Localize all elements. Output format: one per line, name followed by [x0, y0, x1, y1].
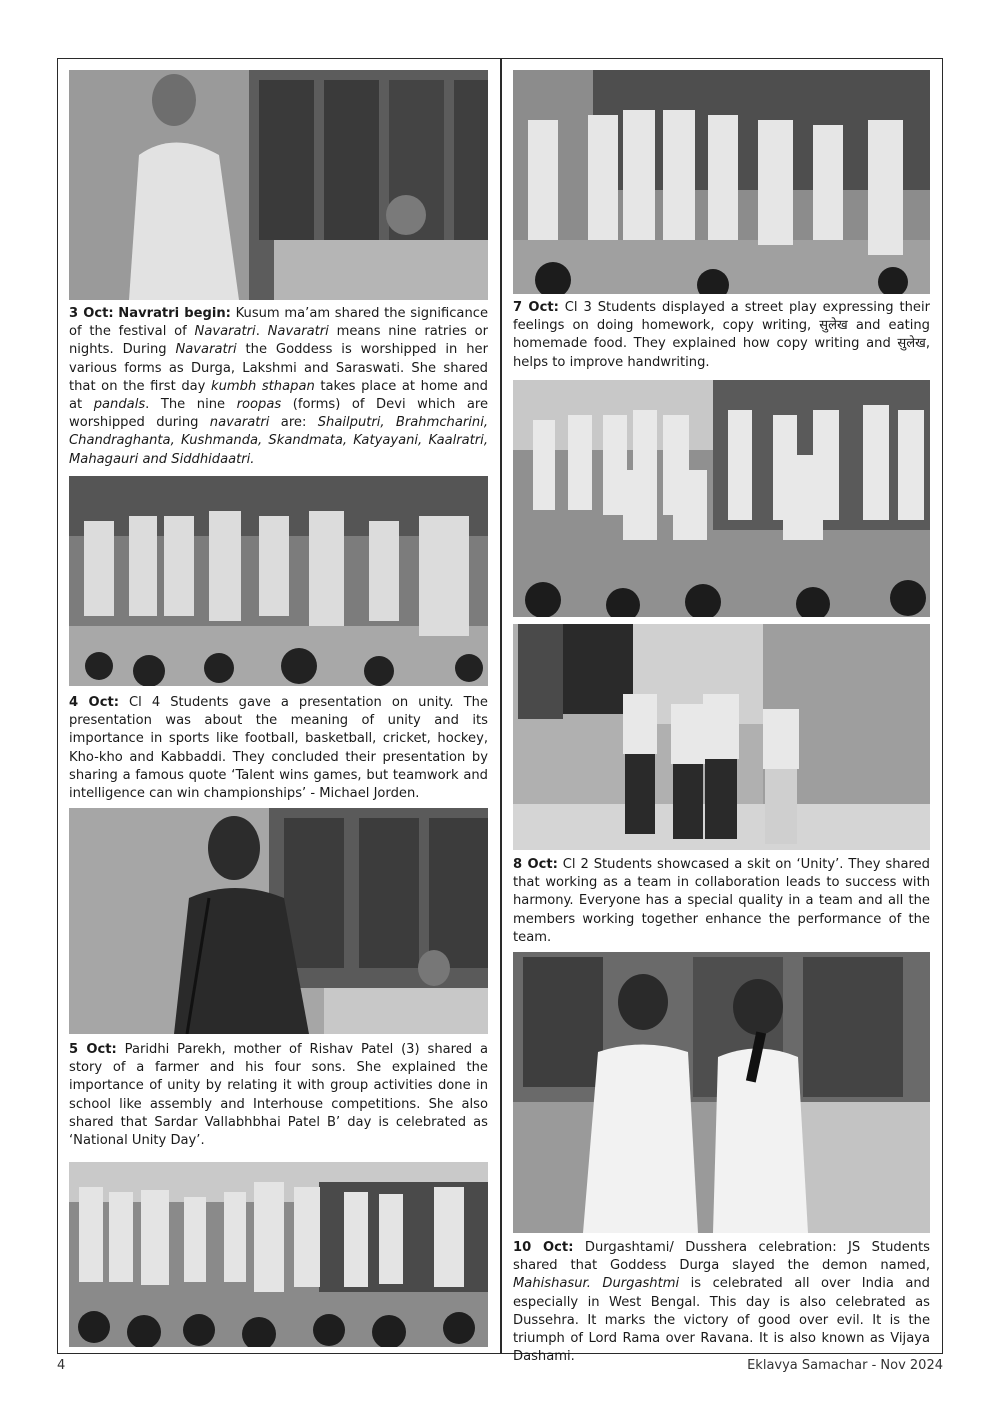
photo-paridhi-parekh-speaking	[69, 808, 488, 1034]
caption-body	[513, 1240, 930, 1364]
caption-date: 3 Oct:	[69, 306, 114, 321]
caption-text	[591, 1276, 603, 1291]
caption-text: Durgashtami/ Dusshera celebration: JS Students shared that Goddess Durga slayed the demon named,	[513, 1240, 930, 1274]
publication-footer: Eklavya Samachar - Nov 2024	[747, 1358, 943, 1373]
caption-italic-text: Durgashtmi	[602, 1276, 680, 1292]
caption-italic-text: roopas	[236, 397, 282, 413]
caption-body	[69, 695, 488, 801]
caption-body	[513, 857, 930, 945]
caption-date: 7 Oct:	[513, 300, 559, 315]
caption-text: takes place at home and at	[69, 378, 488, 413]
caption-italic-text: Navaratri	[175, 342, 237, 358]
caption-italic-text: Navaratri	[194, 324, 256, 340]
photo-class2-unity-skit	[513, 624, 930, 850]
photo-class3-street-play	[513, 70, 930, 294]
caption-text: Cl 2 Students showcased a skit on ‘Unity’. They shared that working as a team in collaboration leads to success with harmony. Everyone has a special quality in a team and all the members working together enhance the performance of the team.	[513, 857, 930, 945]
caption-text: Kusum ma’am shared the significance of the festival of	[69, 306, 489, 340]
photo-class4-unity-presentation	[69, 476, 488, 686]
caption-text: .	[255, 324, 268, 340]
caption-4-oct	[69, 694, 488, 803]
caption-text: means nine ratries or nights. During	[69, 324, 488, 358]
caption-10-oct	[513, 1239, 930, 1366]
caption-italic-text: navaratri	[209, 415, 270, 431]
caption-italic-text: kumbh sthapan	[211, 378, 315, 394]
caption-date: 8 Oct:	[513, 857, 558, 872]
caption-body	[513, 300, 930, 370]
caption-text: Paridhi Parekh, mother of Rishav Patel (3) shared a story of a farmer and his four sons. She explained the importance of unity by relating it with group activities done in school like assembly and Interhouse competitions. She also shared that Sardar Vallabhbhai Patel B’ day is celebrated as ‘National Unity Day’.	[69, 1042, 489, 1149]
caption-date: 4 Oct:	[69, 695, 119, 710]
caption-body	[69, 306, 488, 467]
caption-italic-text: Navaratri	[267, 324, 329, 340]
column-divider	[500, 58, 502, 1354]
caption-body	[69, 1042, 488, 1148]
page-number: 4	[57, 1358, 66, 1373]
caption-heading: Navratri begin:	[118, 306, 231, 321]
caption-italic-text: Mahishasur.	[513, 1276, 591, 1292]
caption-date: 5 Oct:	[69, 1042, 117, 1057]
caption-text: (forms) of Devi which are worshipped during	[69, 397, 489, 431]
caption-text: Cl 4 Students gave a presentation on unity. The presentation was about the meaning of unity and its importance in sports like football, basketball, cricket, hockey, Kho-kho and Kabbaddi. They concluded their presentation by sharing a famous quote ‘Talent wins games, but teamwork and intelligence can win championships’ - Michael Jorden.	[69, 695, 488, 802]
photo-kusum-maam-speaking	[69, 70, 488, 300]
caption-text: . The nine	[145, 397, 237, 413]
caption-italic-text: Shailputri, Brahmcharini, Chandraghanta, Kushmanda, Skandmata, Katyayani, Kaalratri, Mahagauri and Siddhidaatri.	[69, 415, 488, 467]
caption-italic-text: pandals	[93, 397, 146, 413]
caption-7-oct	[513, 299, 930, 372]
caption-text: Cl 3 Students displayed a street play expressing their feelings on doing homework, copy writing, सुलेख and eating homemade food. They explained how copy writing and सुलेख, helps to improve handwriting.	[513, 300, 930, 370]
caption-3-oct	[69, 305, 488, 469]
caption-text: the Goddess is worshipped in her various forms as Durga, Lakshmi and Saraswati. She shared that on the first day	[69, 342, 488, 394]
caption-text: is celebrated all over India and especially in West Bengal. This day is also celebrated as Dussehra. It marks the victory of good over evil. It is the triumph of Lord Rama over Ravana. It is also known as Vijaya Dashami.	[513, 1276, 930, 1365]
photo-students-kneeling-skit	[513, 380, 930, 617]
caption-text: are:	[269, 415, 318, 431]
photo-two-boys-durgashtami	[513, 952, 930, 1233]
photo-students-with-scarves	[69, 1162, 488, 1347]
caption-8-oct	[513, 856, 930, 947]
caption-date: 10 Oct:	[513, 1240, 574, 1255]
caption-5-oct	[69, 1041, 488, 1150]
